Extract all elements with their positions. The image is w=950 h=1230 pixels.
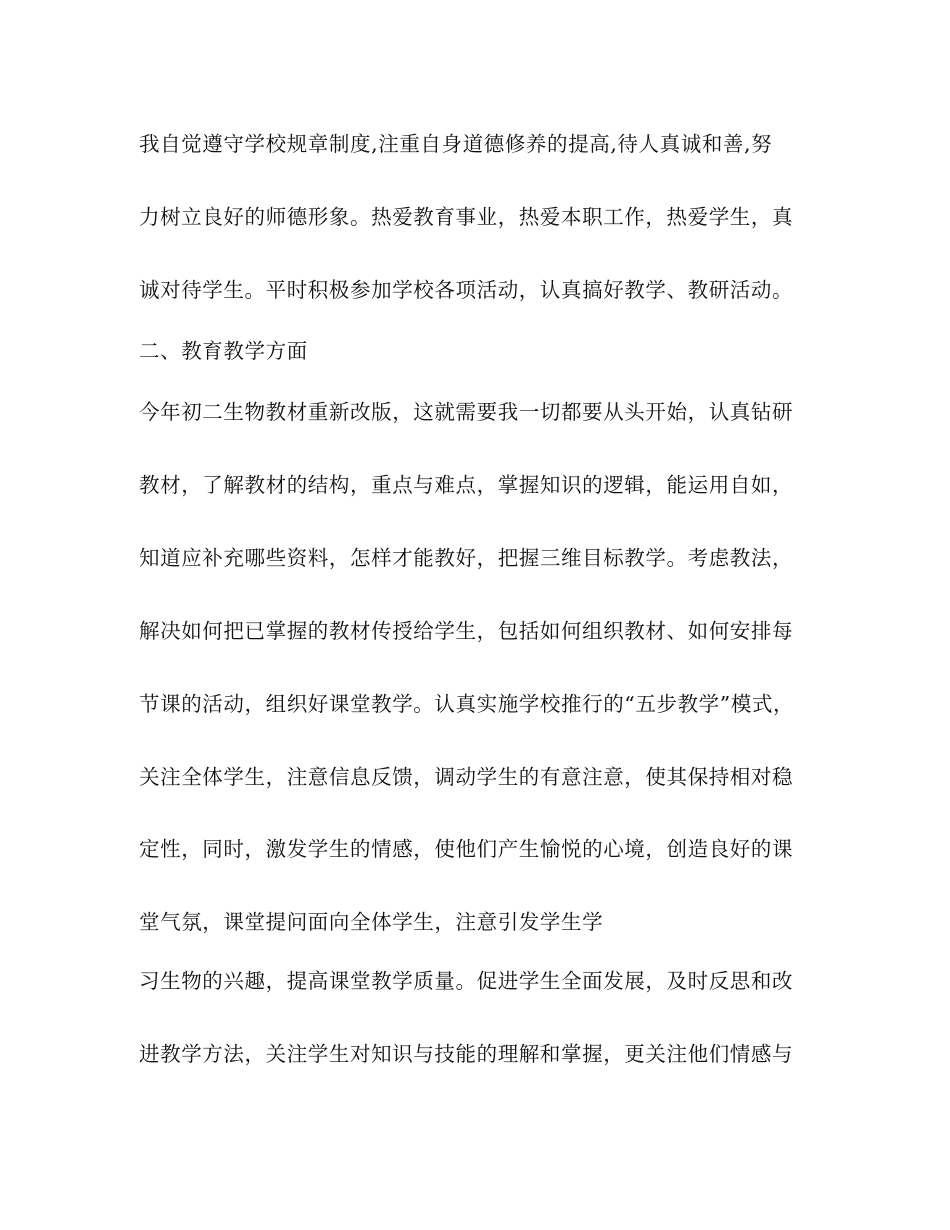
paragraph-line: 解决如何把已掌握的教材传授给学生，包括如何组织教材、如何安排每 [139,619,794,643]
paragraph-line: 知道应补充哪些资料，怎样才能教好，把握三维目标教学。考虑教法， [139,546,794,570]
paragraph-line: 教材，了解教材的结构，重点与难点，掌握知识的逻辑，能运用自如， [139,473,794,497]
section-heading: 二、教育教学方面 [139,339,308,363]
paragraph-line: 定性，同时，激发学生的情感，使他们产生愉悦的心境，创造良好的课 [139,837,794,861]
paragraph-line: 关注全体学生，注意信息反馈，调动学生的有意注意，使其保持相对稳 [139,765,794,789]
paragraph-line: 堂气氛，课堂提问面向全体学生，注意引发学生学 [139,910,604,934]
paragraph-line: 诚对待学生。平时积极参加学校各项活动，认真搞好教学、教研活动。 [139,278,794,302]
paragraph-line: 今年初二生物教材重新改版，这就需要我一切都要从头开始，认真钻研 [139,400,794,424]
paragraph-line: 习生物的兴趣，提高课堂教学质量。促进学生全面发展，及时反思和改 [139,969,794,993]
paragraph-line: 进教学方法，关注学生对知识与技能的理解和掌握，更关注他们情感与 [139,1042,794,1066]
paragraph-line: 我自觉遵守学校规章制度,注重自身道德修养的提高,待人真诚和善,努 [139,132,773,156]
paragraph-line: 节课的活动，组织好课堂教学。认真实施学校推行的“五步教学”模式， [139,692,795,716]
paragraph-line: 力树立良好的师德形象。热爱教育事业，热爱本职工作，热爱学生，真 [139,205,794,229]
